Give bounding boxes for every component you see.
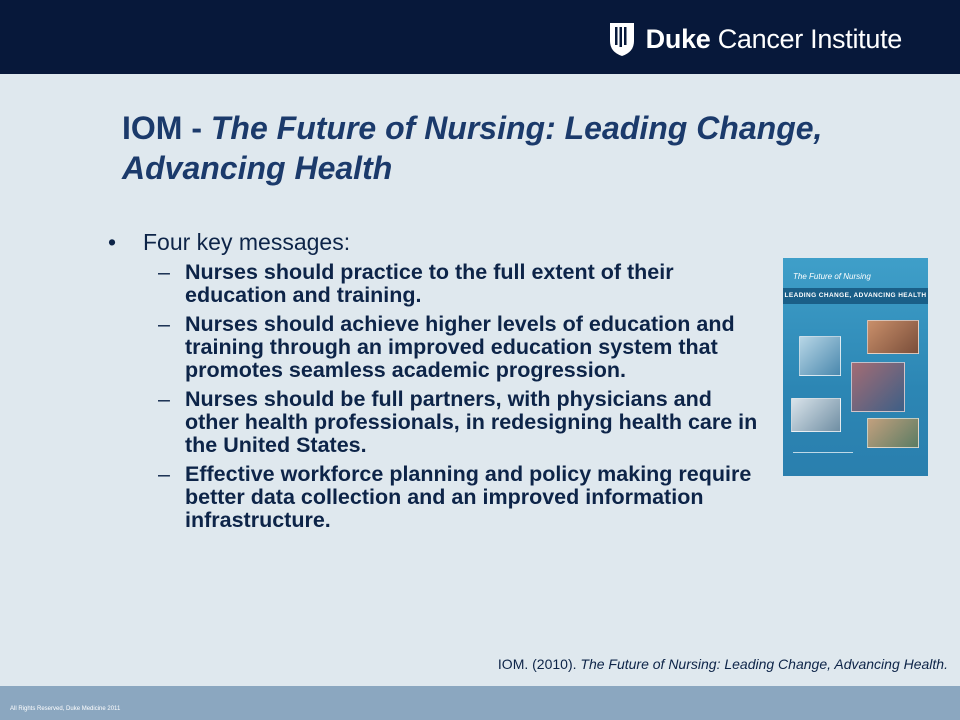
message-text: Nurses should be full partners, with physicians and other health professionals, in redesigning health care in the United States.	[185, 387, 758, 457]
message-text: Nurses should achieve higher levels of education and training through an improved education system that promotes seamless academic progression.	[185, 312, 735, 382]
citation	[498, 656, 948, 672]
book-cover-image	[783, 258, 928, 476]
slide-body	[108, 228, 768, 538]
list-item	[158, 261, 768, 307]
dash-icon: –	[158, 462, 170, 486]
book-banner: LEADING CHANGE, ADVANCING HEALTH	[783, 288, 928, 304]
citation-italic: The Future of Nursing: Leading Change, Advancing Health.	[580, 656, 948, 672]
title-italic: The Future of Nursing: Leading Change, Advancing Health	[122, 110, 823, 186]
book-photo	[867, 320, 919, 354]
book-photo	[791, 398, 841, 432]
header-bar	[0, 0, 960, 74]
list-item	[158, 313, 768, 382]
bullet-label: Four key messages:	[143, 229, 351, 255]
book-photo	[851, 362, 905, 412]
book-small-title: The Future of Nursing	[793, 272, 871, 281]
key-messages-list	[158, 261, 768, 532]
copyright-text: All Rights Reserved, Duke Medicine 2011	[10, 706, 121, 712]
dash-icon: –	[158, 312, 170, 336]
title-prefix: IOM -	[122, 110, 211, 146]
duke-cancer-institute-logo	[608, 22, 902, 56]
bullet-dot-icon: •	[108, 229, 117, 255]
dash-icon: –	[158, 260, 170, 284]
logo-text: Duke Cancer Institute	[645, 23, 902, 54]
book-footer-rule	[793, 452, 853, 464]
message-text: Nurses should practice to the full extent of their education and training.	[185, 260, 674, 307]
book-photo	[867, 418, 919, 448]
list-item	[158, 388, 768, 457]
slide-title	[122, 108, 842, 188]
message-text: Effective workforce planning and policy making require better data collection and an improved information infrastructure.	[185, 462, 752, 532]
book-photo	[799, 336, 841, 376]
footer-bar	[0, 686, 960, 720]
dash-icon: –	[158, 387, 170, 411]
main-bullet	[108, 228, 768, 256]
citation-prefix: IOM. (2010).	[497, 656, 581, 672]
duke-shield-icon	[608, 21, 636, 57]
list-item	[158, 463, 768, 532]
